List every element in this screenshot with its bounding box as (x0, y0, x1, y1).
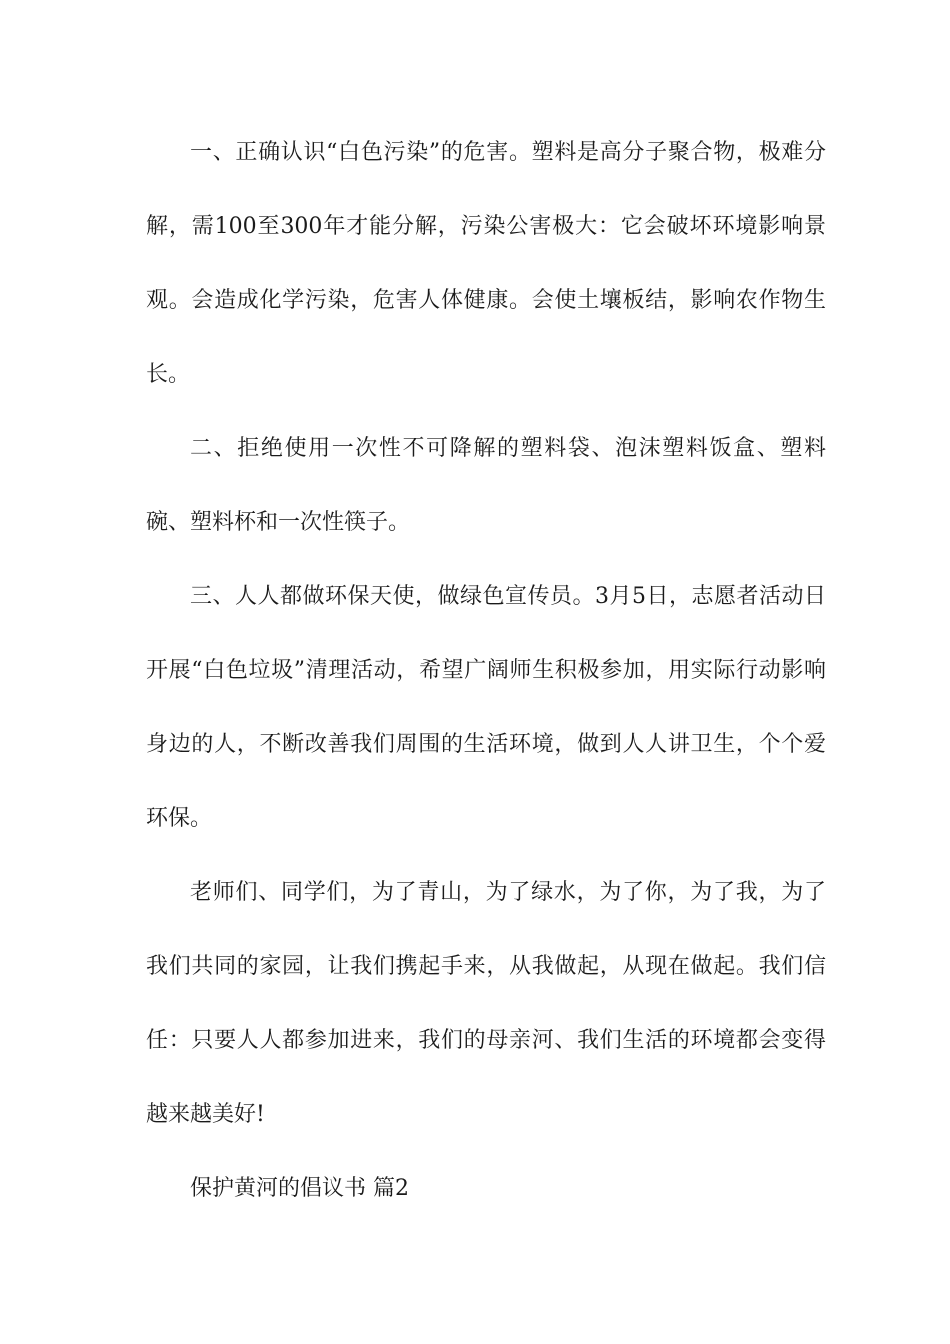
paragraph-refuse-disposable-plastics: 二、拒绝使用一次性不可降解的塑料袋、泡沫塑料饭盒、塑料碗、塑料杯和一次性筷子。 (146, 436, 826, 535)
paragraph-environmental-ambassador: 三、人人都做环保天使，做绿色宣传员。3月5日，志愿者活动日开展“白色垃圾”清理活动，希望广阔师生积极参加，用实际行动影响身边的人，不断改善我们周围的生活环境，做到人人讲卫生，个个爱环保。 (146, 584, 826, 831)
paragraph-white-pollution-harm: 一、正确认识“白色污染”的危害。塑料是高分子聚合物，极难分解，需100至300年才能分解，污染公害极大：它会破坏环境影响景观。会造成化学污染，危害人体健康。会使土壤板结，影响农作物生长。 (146, 140, 826, 387)
paragraph-closing-appeal: 老师们、同学们，为了青山，为了绿水，为了你，为了我，为了我们共同的家园，让我们携起手来，从我做起，从现在做起。我们信任：只要人人都参加进来，我们的母亲河、我们生活的环境都会变得越来越美好! (146, 880, 826, 1127)
section-heading: 保护黄河的倡议书 篇2 (190, 1176, 409, 1201)
